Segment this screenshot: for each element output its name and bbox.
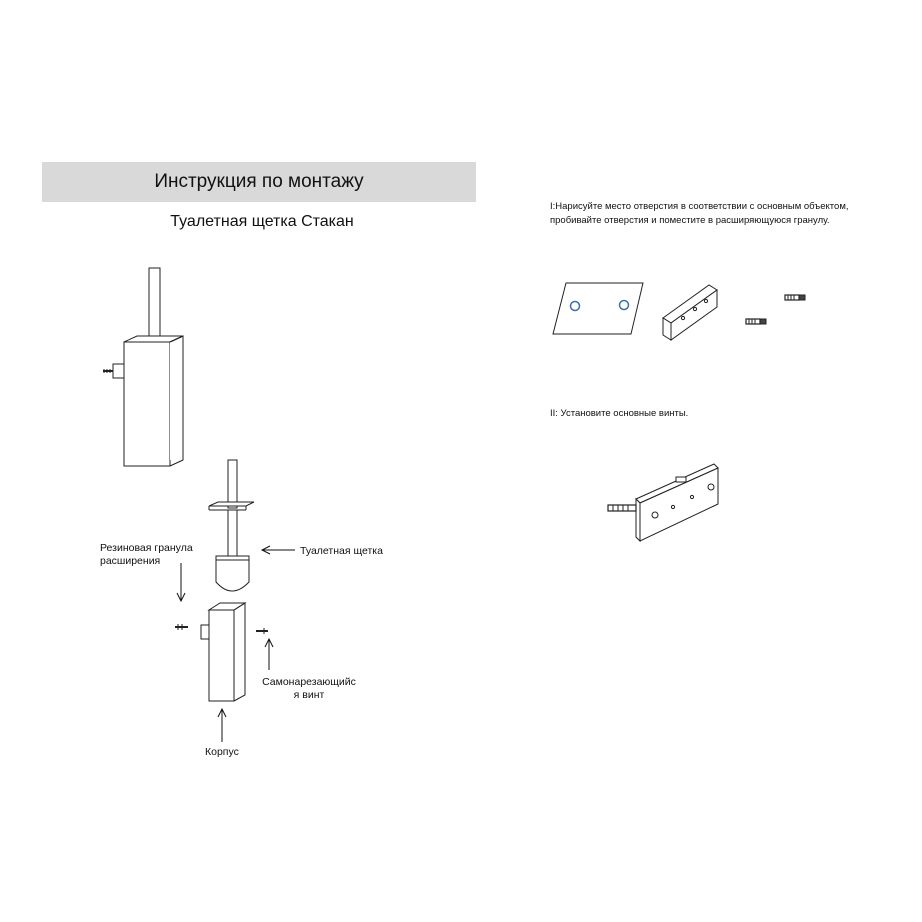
plug-left-illustration: [175, 624, 188, 630]
step-1-line1: I:Нарисуйте место отверстия в соответствии с основным объектом,: [550, 201, 849, 212]
step-2-text: II: Установите основные винты.: [550, 408, 689, 419]
screw-right-illustration: [256, 628, 268, 634]
installed-plate-illustration: [608, 464, 718, 541]
step-1-line2: пробивайте отверстия и поместите в расширяющуюся гранулу.: [550, 215, 830, 226]
toilet-brush-label: Туалетная щетка: [300, 545, 383, 557]
screw-label-line1: Самонарезающийс: [262, 676, 356, 688]
screw-label-line2: я винт: [293, 689, 325, 701]
rubber-plug-label-line1: Резиновая гранула: [100, 542, 193, 554]
rubber-plug-label-line2: расширения: [100, 555, 161, 567]
page-title: Инструкция по монтажу: [154, 171, 364, 192]
brush-head-illustration: [216, 556, 249, 591]
wall-template-illustration: [553, 283, 643, 334]
brush-handle-illustration: [209, 460, 254, 556]
product-subtitle: Туалетная щетка Стакан: [170, 213, 354, 230]
cup-body-illustration: [201, 603, 245, 701]
assembled-holder-illustration: [103, 268, 183, 466]
body-label: Корпус: [205, 746, 239, 758]
mounting-plate-illustration: [663, 285, 717, 340]
wall-plugs-illustration: [746, 295, 805, 324]
